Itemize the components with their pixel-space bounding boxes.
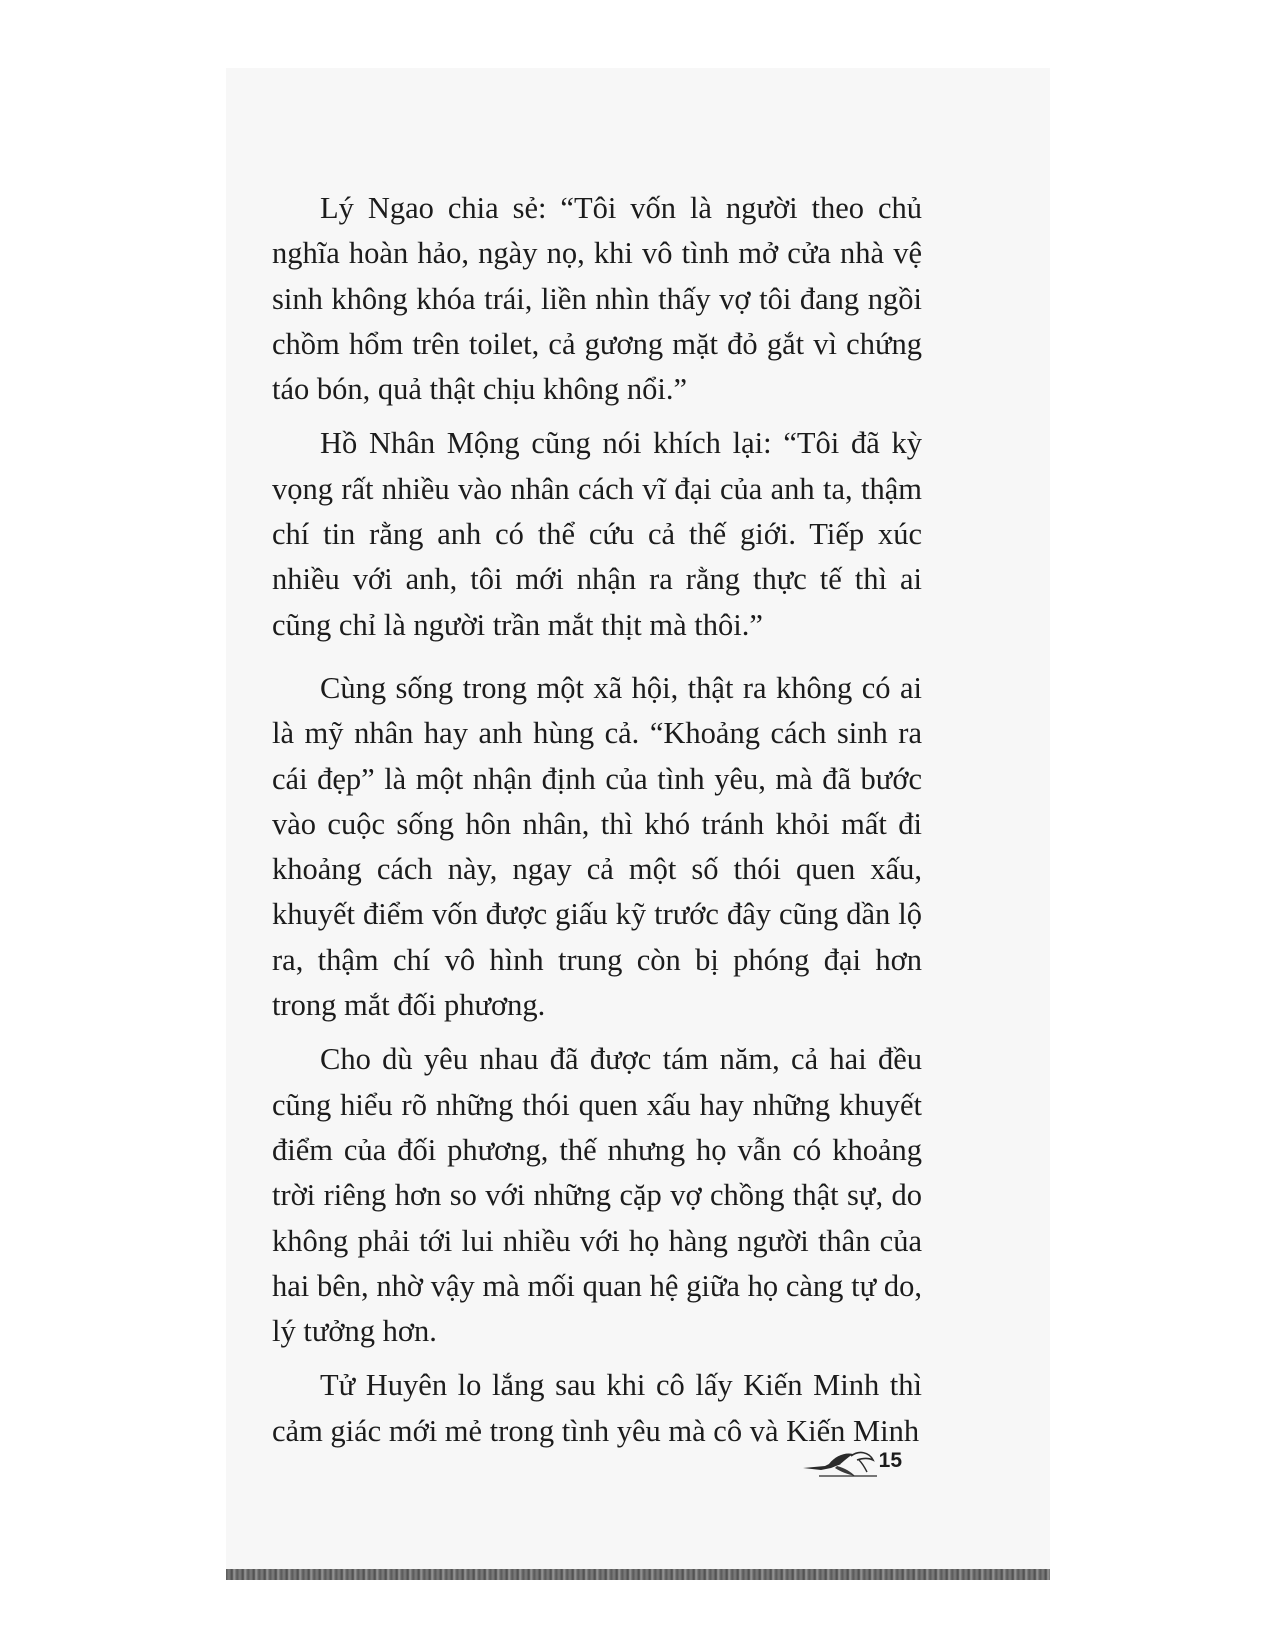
page-number: 15 [878, 1449, 902, 1472]
paragraph-tu-huyen: Tử Huyên lo lắng sau khi cô lấy Kiến Minh thì cảm giác mới mẻ trong tình yêu mà cô và Kiến Minh [272, 1368, 922, 1448]
paragraph-ly-ngao: Lý Ngao chia sẻ: “Tôi vốn là người theo chủ nghĩa hoàn hảo, ngày nọ, khi vô tình mở cửa nhà vệ sinh không khóa trái, liền nhìn thấy vợ tôi đang ngồi chồm hổm trên toilet, cả gương mặt đỏ gắt vì chứng táo bón, quả thật chịu không nổi.” [272, 191, 922, 407]
page-footer [801, 1446, 902, 1480]
swallow-ornament-icon [801, 1446, 877, 1480]
page-bottom-edge [226, 1569, 1050, 1580]
paragraph-ho-nhan-mong: Hồ Nhân Mộng cũng nói khích lại: “Tôi đã kỳ vọng rất nhiều vào nhân cách vĩ đại của anh ta, thậm chí tin rằng anh có thể cứu cả thế giới. Tiếp xúc nhiều với anh, tôi mới nhận ra rằng thực tế thì ai cũng chỉ là người trần mắt thịt mà thôi.” [272, 426, 922, 642]
paragraph-distance-beauty: Cùng sống trong một xã hội, thật ra không có ai là mỹ nhân hay anh hùng cả. “Khoảng cách sinh ra cái đẹp” là một nhận định của tình yêu, mà đã bước vào cuộc sống hôn nhân, thì khó tránh khỏi mất đi khoảng cách này, ngay cả một số thói quen xấu, khuyết điểm vốn được giấu kỹ trước đây cũng dần lộ ra, thậm chí vô hình trung còn bị phóng đại hơn trong mắt đối phương. [272, 670, 922, 1023]
paragraph-eight-years: Cho dù yêu nhau đã được tám năm, cả hai đều cũng hiểu rõ những thói quen xấu hay những khuyết điểm của đối phương, thế nhưng họ vẫn có khoảng trời riêng hơn so với những cặp vợ chồng thật sự, do không phải tới lui nhiều với họ hàng người thân của hai bên, nhờ vậy mà mối quan hệ giữa họ càng tự do, lý tưởng hơn. [272, 1042, 922, 1349]
body-text [272, 186, 922, 1454]
book-page [226, 68, 1050, 1580]
